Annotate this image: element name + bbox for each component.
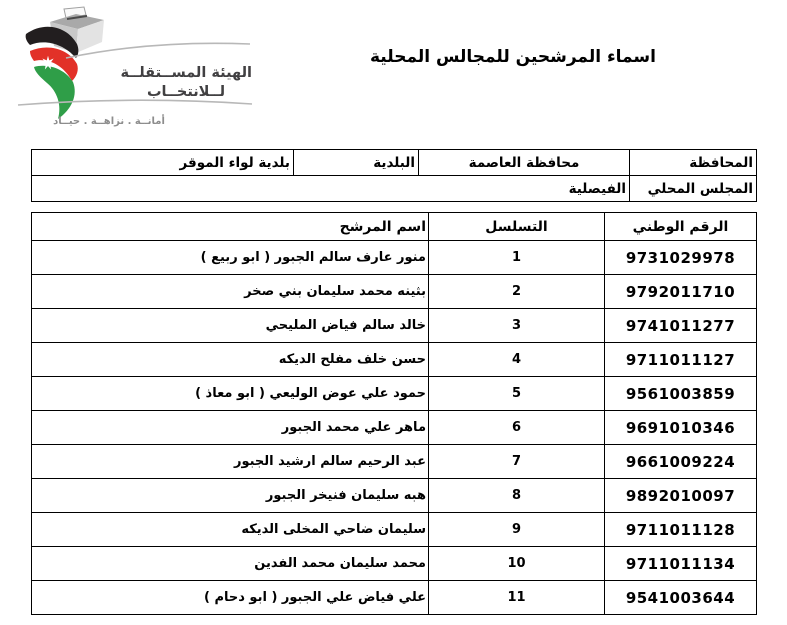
national-id-cell: 9561003859 <box>605 377 757 411</box>
table-row <box>32 479 757 513</box>
sequence-cell: 5 <box>429 377 605 411</box>
national-id-cell: 9731029978 <box>605 241 757 275</box>
table-row <box>32 581 757 615</box>
sequence-cell: 11 <box>429 581 605 615</box>
council-label: المجلس المحلي <box>630 176 757 202</box>
jordan-flag-ribbon-icon <box>26 27 79 119</box>
council-value: الفيصلية <box>32 176 630 202</box>
sequence-cell: 7 <box>429 445 605 479</box>
header-candidate-name: اسم المرشح <box>32 213 429 241</box>
logo-org-name-line2: لــلانتخــاب <box>146 84 226 100</box>
table-header-row <box>32 213 757 241</box>
governorate-value: محافظة العاصمة <box>419 150 630 176</box>
meta-row-1 <box>32 150 757 176</box>
iec-logo <box>12 6 264 134</box>
sequence-cell: 10 <box>429 547 605 581</box>
sequence-cell: 2 <box>429 275 605 309</box>
sequence-cell: 1 <box>429 241 605 275</box>
header-national-id: الرقم الوطني <box>605 213 757 241</box>
header-sequence: التسلسل <box>429 213 605 241</box>
logo-tagline: أمانــة . نزاهــة . حيــاد <box>53 116 165 127</box>
national-id-cell: 9741011277 <box>605 309 757 343</box>
candidate-name-cell: ماهر علي محمد الجبور <box>32 411 429 445</box>
table-row <box>32 309 757 343</box>
sequence-cell: 3 <box>429 309 605 343</box>
national-id-cell: 9792011710 <box>605 275 757 309</box>
table-row <box>32 445 757 479</box>
candidates-table <box>31 212 757 615</box>
candidate-name-cell: حمود علي عوض الوليعي ( ابو معاذ ) <box>32 377 429 411</box>
municipality-label: البلدية <box>294 150 419 176</box>
national-id-cell: 9892010097 <box>605 479 757 513</box>
sequence-cell: 6 <box>429 411 605 445</box>
national-id-cell: 9661009224 <box>605 445 757 479</box>
candidate-name-cell: خالد سالم فياض المليحي <box>32 309 429 343</box>
logo-org-name-line1: الهيئة المســتقلــة <box>120 65 252 81</box>
national-id-cell: 9691010346 <box>605 411 757 445</box>
sequence-cell: 4 <box>429 343 605 377</box>
sequence-cell: 9 <box>429 513 605 547</box>
national-id-cell: 9711011134 <box>605 547 757 581</box>
candidate-name-cell: علي فياض علي الجبور ( ابو دحام ) <box>32 581 429 615</box>
candidate-name-cell: بثينه محمد سليمان بني صخر <box>32 275 429 309</box>
candidate-name-cell: حسن خلف مفلح الديكه <box>32 343 429 377</box>
table-row <box>32 241 757 275</box>
candidate-name-cell: هبه سليمان فنيخر الجبور <box>32 479 429 513</box>
table-row <box>32 411 757 445</box>
table-row <box>32 343 757 377</box>
governorate-label: المحافظة <box>630 150 757 176</box>
sequence-cell: 8 <box>429 479 605 513</box>
municipality-value: بلدية لواء الموقر <box>32 150 294 176</box>
national-id-cell: 9711011128 <box>605 513 757 547</box>
page-title: اسماء المرشحين للمجالس المحلية <box>370 47 656 67</box>
candidate-name-cell: منور عارف سالم الجبور ( ابو ربيع ) <box>32 241 429 275</box>
table-row <box>32 547 757 581</box>
table-row <box>32 377 757 411</box>
candidate-name-cell: عبد الرحيم سالم ارشيد الجبور <box>32 445 429 479</box>
meta-row-2 <box>32 176 757 202</box>
candidates-tbody <box>32 241 757 615</box>
table-row <box>32 275 757 309</box>
national-id-cell: 9541003644 <box>605 581 757 615</box>
candidate-name-cell: محمد سليمان محمد الفدين <box>32 547 429 581</box>
table-row <box>32 513 757 547</box>
candidate-name-cell: سليمان ضاحي المخلى الديكه <box>32 513 429 547</box>
national-id-cell: 9711011127 <box>605 343 757 377</box>
meta-table <box>31 149 757 202</box>
